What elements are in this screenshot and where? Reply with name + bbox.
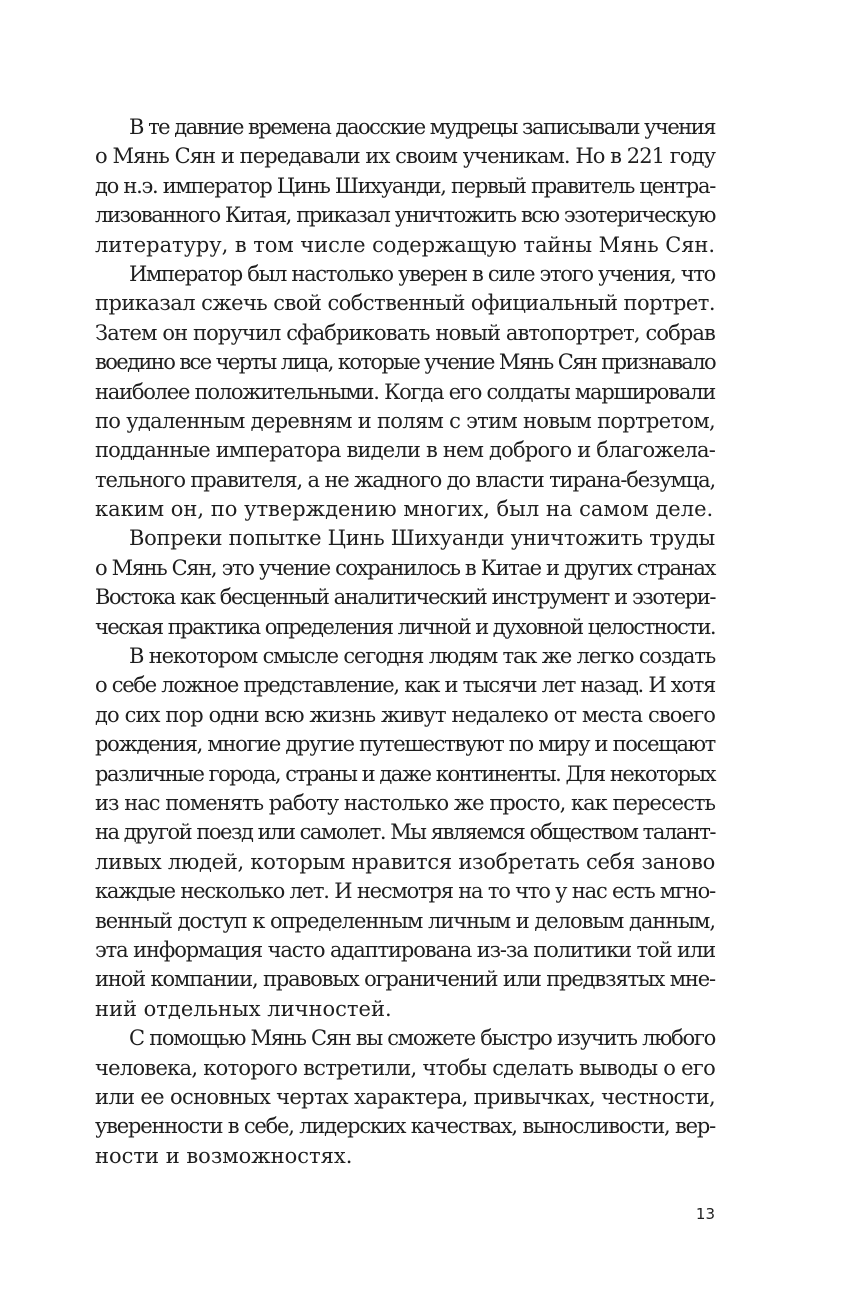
paragraph-2 bbox=[95, 260, 715, 525]
paragraph-5 bbox=[95, 1024, 715, 1171]
text-line: о себе ложное представление, как и тысячи лет назад. И хотя bbox=[95, 673, 715, 698]
text-line: приказал сжечь свой собственный официальный портрет. bbox=[95, 291, 715, 316]
text-line: на другой поезд или самолет. Мы являемся обществом талант- bbox=[95, 820, 715, 845]
text-line: ливых людей, которым нравится изобретать себя заново bbox=[95, 849, 715, 874]
text-line: о Мянь Сян, это учение сохранилось в Китае и других странах bbox=[95, 555, 715, 580]
page-number: 13 bbox=[695, 1205, 715, 1223]
text-line: иной компании, правовых ограничений или предвзятых мне- bbox=[95, 967, 715, 992]
text-line: различные города, страны и даже континенты. Для некоторых bbox=[95, 761, 715, 786]
text-line: наиболее положительными. Когда его солдаты маршировали bbox=[95, 379, 715, 404]
text-line: или ее основных чертах характера, привычках, честности, bbox=[95, 1084, 715, 1109]
text-line: лизованного Китая, приказал уничтожить всю эзотерическую bbox=[95, 203, 715, 228]
text-line: литературу, в том числе содержащую тайны Мянь Сян. bbox=[95, 232, 715, 257]
text-line: рождения, многие другие путешествуют по миру и посещают bbox=[95, 732, 715, 757]
text-line: С помощью Мянь Сян вы сможете быстро изучить любого bbox=[129, 1026, 716, 1051]
paragraph-1 bbox=[95, 113, 715, 260]
text-line: венный доступ к определенным личным и деловым данным, bbox=[95, 908, 715, 933]
text-line: каждые несколько лет. И несмотря на то что у нас есть мгно- bbox=[95, 879, 715, 904]
text-line: уверенности в себе, лидерских качествах, выносливости, вер- bbox=[95, 1114, 715, 1139]
text-line: до сих пор одни всю жизнь живут недалеко от места своего bbox=[95, 702, 715, 727]
text-line: В те давние времена даосские мудрецы записывали учения bbox=[129, 115, 715, 139]
text-line: ческая практика определения личной и духовной целостности. bbox=[95, 614, 715, 639]
text-line: В некотором смысле сегодня людям так же легко создать bbox=[129, 644, 715, 669]
text-line: о Мянь Сян и передавали их своим ученикам. Но в 221 году bbox=[95, 144, 715, 169]
paragraph-4 bbox=[95, 642, 715, 1024]
text-line: Затем он поручил сфабриковать новый автопортрет, собрав bbox=[95, 320, 715, 345]
text-line: каким он, по утверждению многих, был на самом деле. bbox=[95, 497, 714, 522]
text-line: по удаленным деревням и полям с этим новым портретом, bbox=[95, 408, 715, 433]
text-line: подданные императора видели в нем доброго и благожела- bbox=[95, 438, 715, 463]
text-line: ний отдельных личностей. bbox=[95, 996, 392, 1021]
text-line: эта информация часто адаптирована из-за политики той или bbox=[95, 937, 715, 962]
text-line: Император был настолько уверен в силе этого учения, что bbox=[129, 261, 715, 286]
text-line: из нас поменять работу настолько же просто, как пересесть bbox=[95, 790, 715, 815]
text-line: тельного правителя, а не жадного до власти тирана-безумца, bbox=[95, 467, 715, 492]
text-line: человека, которого встретили, чтобы сделать выводы о его bbox=[95, 1055, 715, 1080]
text-line: до н.э. император Цинь Шихуанди, первый правитель центра- bbox=[95, 173, 715, 198]
text-line: ности и возможностях. bbox=[95, 1143, 353, 1168]
text-line: Вопреки попытке Цинь Шихуанди уничтожить труды bbox=[129, 526, 715, 551]
body-text bbox=[95, 113, 715, 1171]
text-line: воедино все черты лица, которые учение Мянь Сян признавало bbox=[95, 350, 715, 375]
paragraph-3 bbox=[95, 524, 715, 642]
text-line: Востока как бесценный аналитический инструмент и эзотери- bbox=[95, 585, 715, 610]
